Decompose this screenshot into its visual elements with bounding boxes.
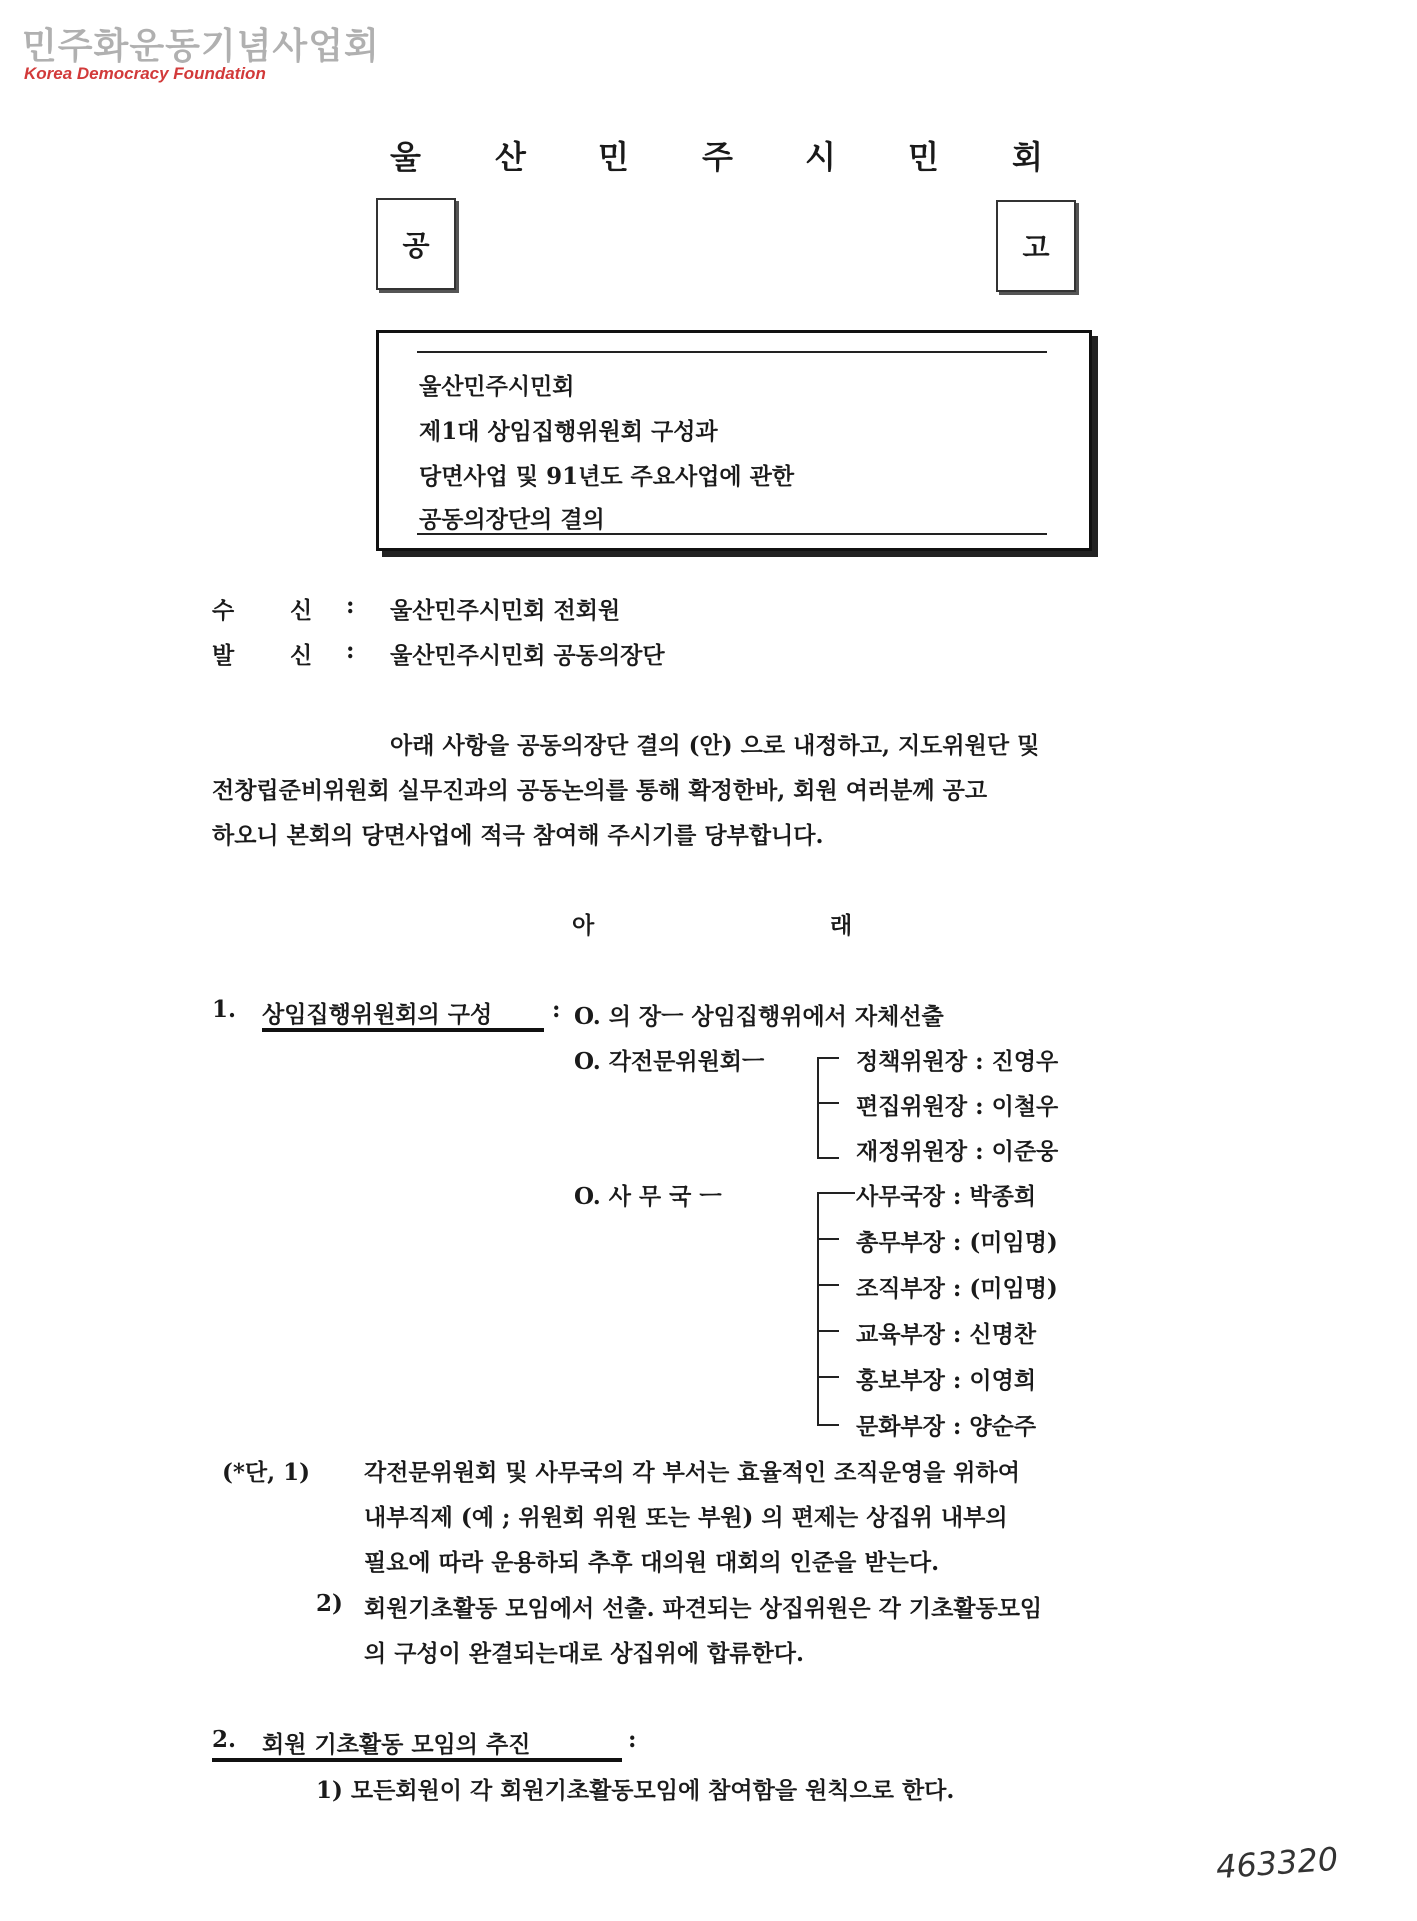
org-title-char: 민 bbox=[598, 138, 629, 176]
committee-item: 정책위원장 : 진영우 bbox=[856, 1048, 1059, 1075]
title-box bbox=[376, 330, 1092, 551]
office-item: 교육부장 : 신명찬 bbox=[856, 1321, 1037, 1348]
section-1-title: 상임집행위원회의 구성 bbox=[262, 1001, 493, 1028]
section-2-item: 1) 모든회원이 각 회원기초활동모임에 참여함을 원칙으로 한다. bbox=[316, 1777, 955, 1804]
notice-char-left: 공 bbox=[402, 229, 430, 262]
section-2-underline bbox=[212, 1758, 622, 1762]
title-box-bottom-rule bbox=[417, 533, 1047, 535]
committee-bracket bbox=[817, 1057, 819, 1157]
bracket-tick bbox=[817, 1238, 839, 1240]
intro-line: 아래 사항을 공동의장단 결의 (안) 으로 내정하고, 지도위원단 및 bbox=[390, 732, 1040, 759]
office-item: 조직부장 : (미임명) bbox=[856, 1275, 1058, 1302]
section-1-number: 1. bbox=[212, 996, 237, 1023]
bracket-tick bbox=[817, 1284, 839, 1286]
sender-label: 신 bbox=[290, 642, 313, 669]
sender-value: 울산민주시민회 공동의장단 bbox=[390, 642, 665, 669]
note-2-number: 2) bbox=[316, 1590, 343, 1617]
section-1-colon: : bbox=[552, 996, 561, 1023]
watermark-english: Korea Democracy Foundation bbox=[24, 64, 266, 83]
office-item: 총무부장 : (미임명) bbox=[856, 1229, 1058, 1256]
watermark-korean: 민주화운동기념사업회 bbox=[22, 26, 380, 67]
title-box-line: 공동의장단의 결의 bbox=[419, 506, 605, 533]
section-2-title: 회원 기초활동 모임의 추진 bbox=[262, 1731, 531, 1758]
title-box-top-rule bbox=[417, 351, 1047, 353]
chair-line: O. 의 장ㅡ 상임집행위에서 자체선출 bbox=[574, 1003, 944, 1030]
title-box-line: 울산민주시민회 bbox=[419, 373, 575, 400]
sender-colon: : bbox=[346, 637, 355, 664]
notice-char-right: 고 bbox=[1022, 231, 1050, 264]
recipient-label: 신 bbox=[290, 597, 313, 624]
bracket-tick bbox=[817, 1424, 839, 1426]
recipient-colon: : bbox=[346, 592, 355, 619]
bracket-tick bbox=[817, 1192, 855, 1194]
bracket-tick bbox=[817, 1330, 839, 1332]
ara-char: 래 bbox=[830, 912, 853, 939]
section-2-colon: : bbox=[628, 1726, 637, 1753]
note-1-line: 내부직제 (예 ; 위원회 위원 또는 부원) 의 편제는 상집위 내부의 bbox=[364, 1504, 1008, 1531]
note-1-line: 필요에 따라 운용하되 추후 대의원 대회의 인준을 받는다. bbox=[364, 1549, 940, 1576]
handwritten-number: 463320 bbox=[1214, 1839, 1340, 1887]
org-title-char: 주 bbox=[702, 138, 733, 176]
intro-line: 전창립준비위원회 실무진과의 공동논의를 통해 확정한바, 회원 여러분께 공고 bbox=[212, 777, 988, 804]
office-item: 홍보부장 : 이영희 bbox=[856, 1367, 1037, 1394]
intro-line: 하오니 본회의 당면사업에 적극 참여해 주시기를 당부합니다. bbox=[212, 822, 824, 849]
section-1-underline bbox=[262, 1028, 544, 1032]
title-box-line: 제1대 상임집행위원회 구성과 bbox=[419, 418, 718, 445]
recipient-label: 수 bbox=[212, 597, 235, 624]
bracket-tick bbox=[817, 1157, 839, 1159]
note-2-line: 회원기초활동 모임에서 선출. 파견되는 상집위원은 각 기초활동모임 bbox=[364, 1595, 1043, 1622]
org-title-char: 시 bbox=[805, 138, 836, 176]
org-title-char: 회 bbox=[1012, 138, 1043, 176]
office-bracket bbox=[817, 1192, 819, 1424]
committee-item: 편집위원장 : 이철우 bbox=[856, 1093, 1059, 1120]
bracket-tick bbox=[817, 1376, 839, 1378]
committee-item: 재정위원장 : 이준웅 bbox=[856, 1138, 1059, 1165]
bracket-tick bbox=[817, 1102, 839, 1104]
bracket-tick bbox=[817, 1057, 839, 1059]
sender-label: 발 bbox=[212, 642, 235, 669]
title-box-line: 당면사업 및 91년도 주요사업에 관한 bbox=[419, 463, 795, 490]
section-2-number: 2. bbox=[212, 1726, 237, 1753]
note-prefix: (*단, 1) bbox=[222, 1459, 311, 1486]
org-title-char: 산 bbox=[495, 138, 526, 176]
committee-label: O. 각전문위원회ㅡ bbox=[574, 1048, 765, 1075]
ara-char: 아 bbox=[572, 912, 595, 939]
office-item: 사무국장 : 박종희 bbox=[856, 1183, 1037, 1210]
office-item: 문화부장 : 양순주 bbox=[856, 1413, 1037, 1440]
recipient-value: 울산민주시민회 전회원 bbox=[390, 597, 621, 624]
office-label: O. 사 무 국 ㅡ bbox=[574, 1183, 722, 1210]
note-1-line: 각전문위원회 및 사무국의 각 부서는 효율적인 조직운영을 위하여 bbox=[364, 1459, 1020, 1486]
org-title-char: 민 bbox=[908, 138, 939, 176]
notice-box-left bbox=[376, 198, 456, 290]
org-title-char: 울 bbox=[390, 138, 421, 176]
notice-box-right bbox=[996, 200, 1076, 292]
note-2-line: 의 구성이 완결되는대로 상집위에 합류한다. bbox=[364, 1640, 804, 1667]
